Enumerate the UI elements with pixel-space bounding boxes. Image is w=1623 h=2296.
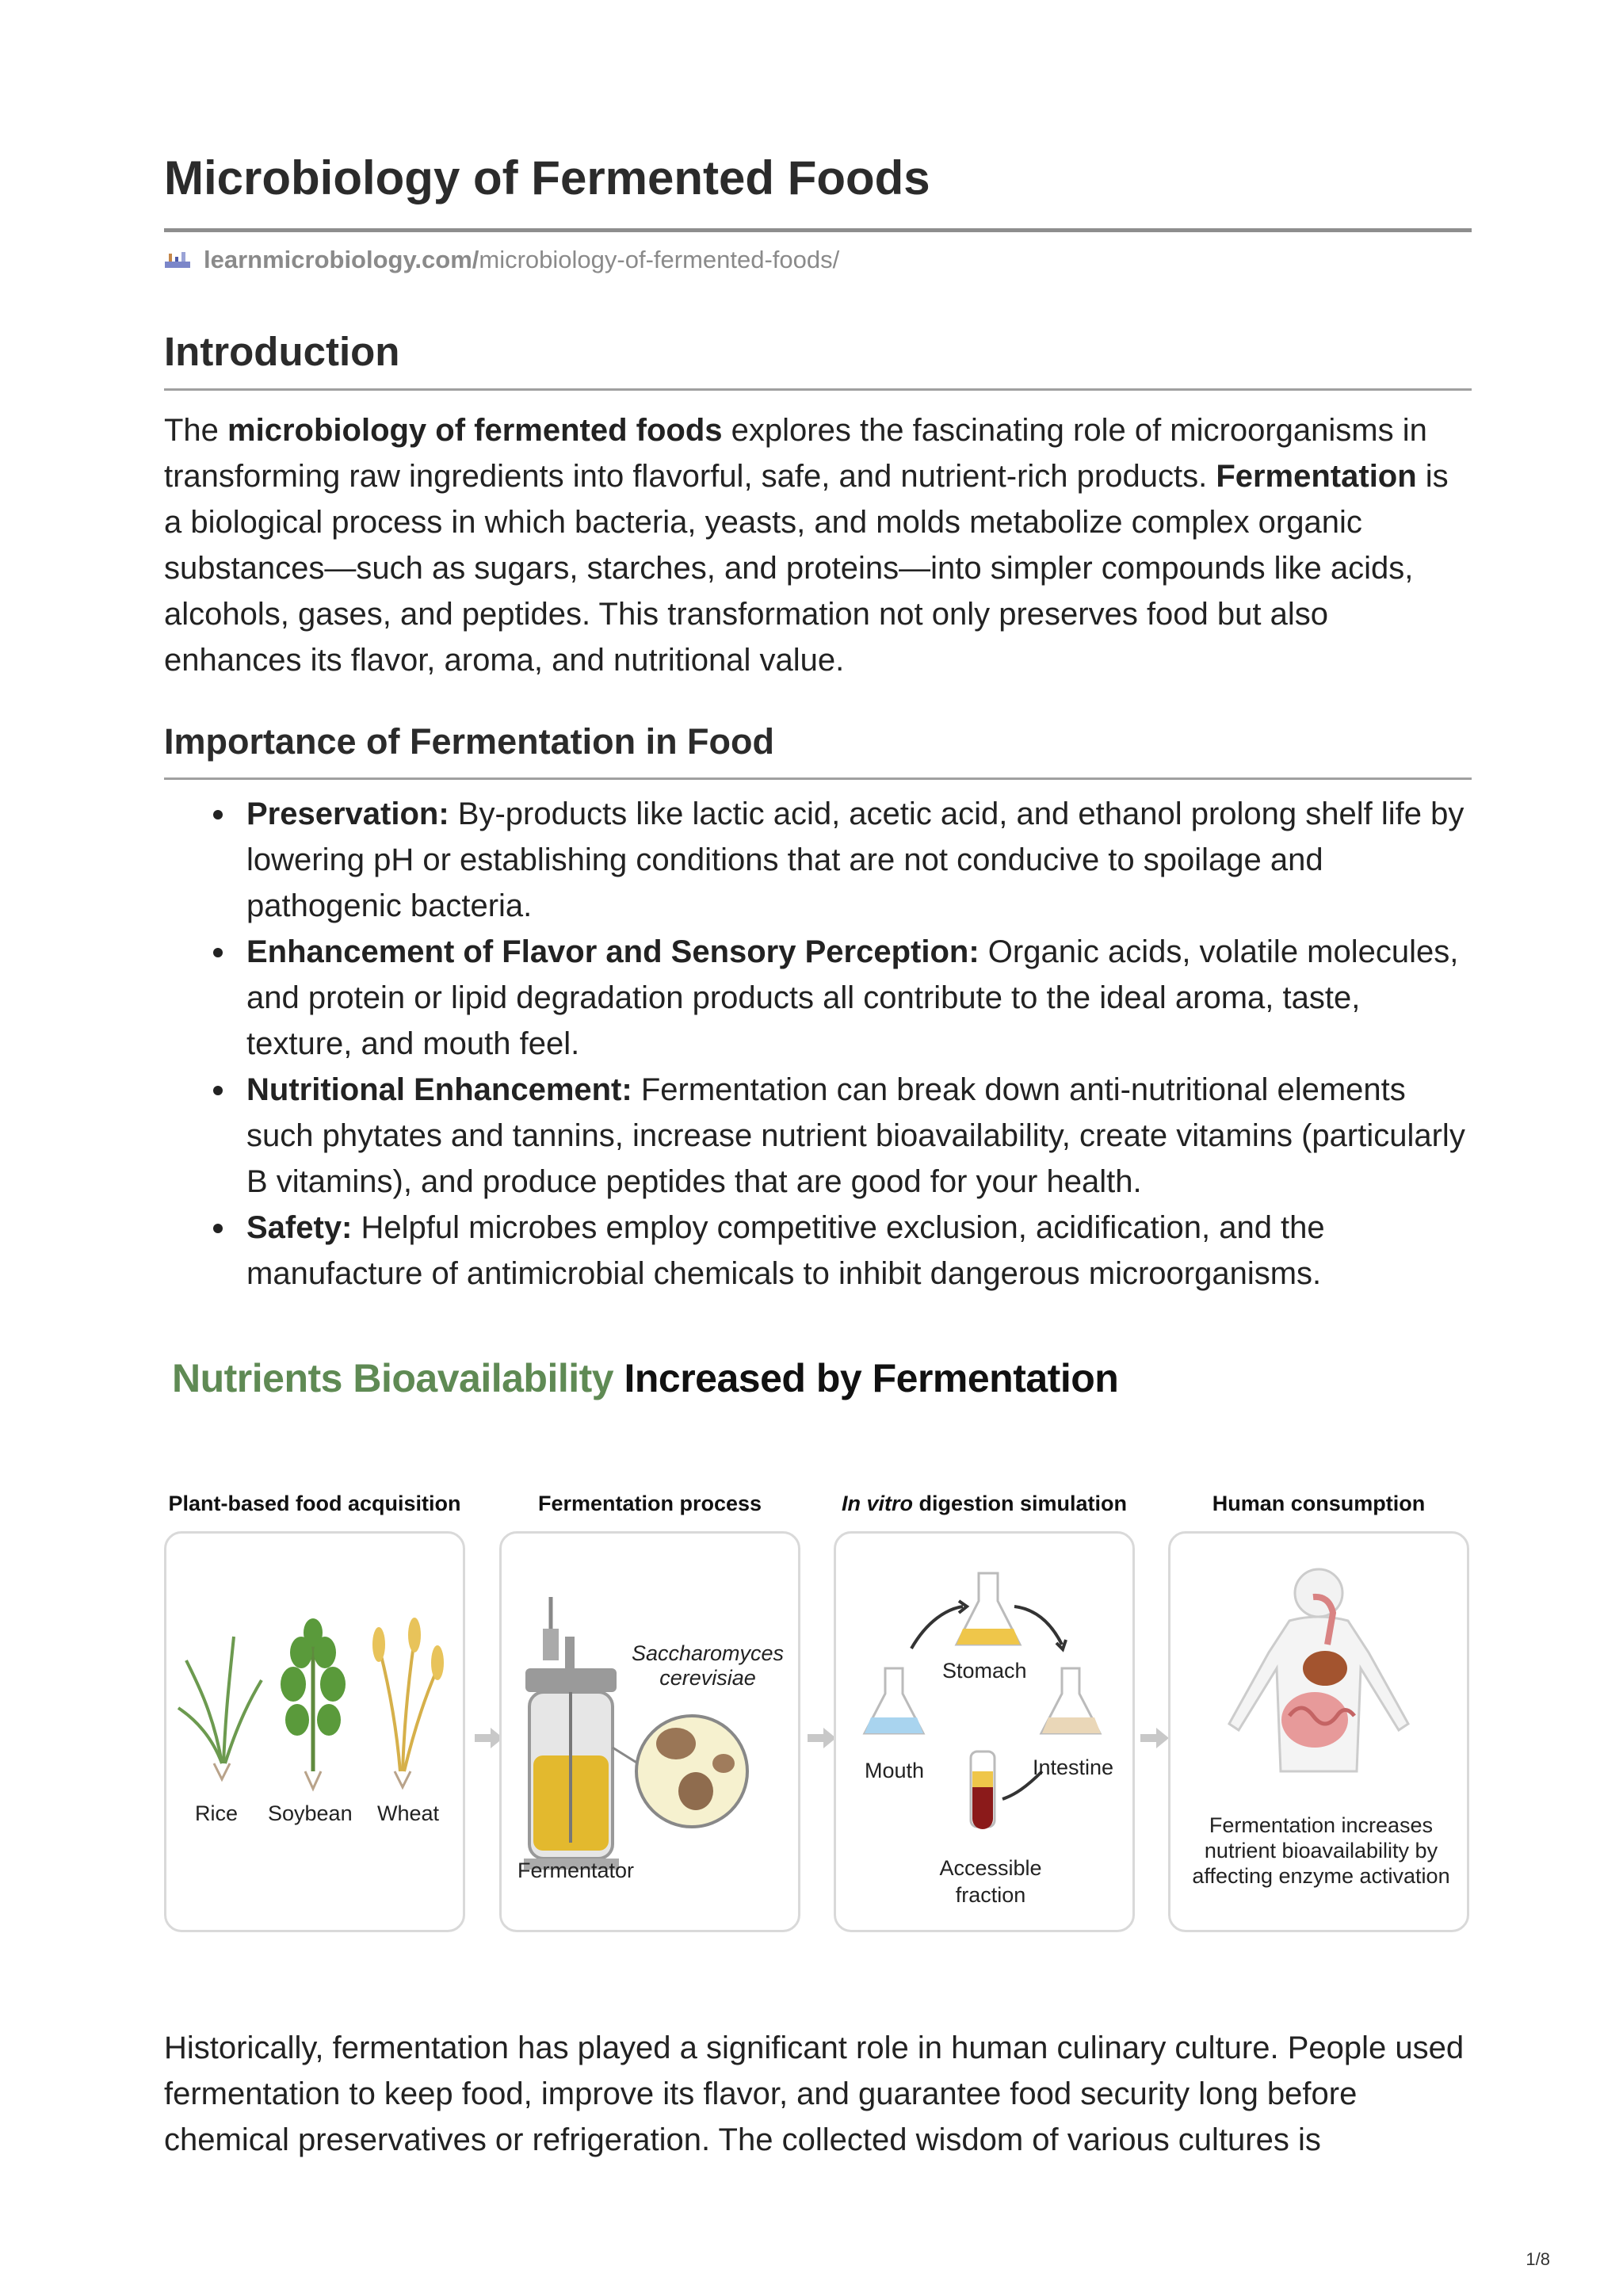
panel-fermentation [499,1531,800,1932]
panel-plant-acquisition [164,1531,465,1932]
label-soybean: Soybean [268,1801,353,1825]
list-item: Preservation: By-products like lactic acid, acetic acid, and ethanol prolong shelf life by lowering pH or establishing conditions that are not conducive to spoilage and pathogenic bacteria. [246,791,1472,929]
label-rice: Rice [195,1801,239,1825]
introduction-divider [164,388,1472,391]
page-title: Microbiology of Fermented Foods [164,151,930,204]
label-accessible-fraction: Accessible fraction [939,1856,1042,1907]
source-host: learnmicrobiology.com/ [204,246,479,273]
label-stomach: Stomach [942,1659,1027,1683]
arrow-right-icon [808,1728,836,1748]
panel-digestion [834,1531,1135,1932]
title-divider [164,228,1472,232]
arrow-right-icon [1140,1728,1169,1748]
bioavailability-figure [164,1347,1472,1950]
figure-title: Nutrients Bioavailability Increased by Fermentation [172,1356,1119,1400]
page-number: 1/8 [1526,2249,1550,2269]
panel-heading-fermentation: Fermentation process [537,1492,762,1515]
panel-heading-digestion: In vitro digestion simulation [841,1492,1128,1515]
list-item: Enhancement of Flavor and Sensory Perception: Organic acids, volatile molecules, and protein or lipid degradation products all contribute to the ideal aroma, taste, texture, and mouth feel. [246,929,1472,1067]
panel-consumption [1168,1531,1469,1932]
intro-paragraph: The microbiology of fermented foods explores the fascinating role of microorganisms in transforming raw ingredients into flavorful, safe, and nutrient-rich products. Fermentation is a biological process in which bacteria, yeasts, and molds metabolize complex organic substances—such as sugars, starches, and proteins—into simpler compounds like acids, alcohols, gases, and peptides. This transformation not only preserves food but also enhances its flavor, aroma, and nutritional value. [164,413,1449,678]
list-item: Nutritional Enhancement: Fermentation can break down anti-nutritional elements such phytates and tannins, increase nutrient bioavailability, create vitamins (particularly B vitamins), and produce peptides that are good for your health. [246,1067,1472,1205]
consumption-caption: Fermentation increases nutrient bioavailability by affecting enzyme activation [1192,1813,1450,1888]
panel-heading-consumption: Human consumption [1212,1492,1426,1515]
source-path: microbiology-of-fermented-foods/ [479,246,840,273]
label-wheat: Wheat [377,1801,440,1825]
plants-illustration-icon [166,1534,463,1930]
label-mouth: Mouth [865,1759,925,1782]
list-item: Safety: Helpful microbes employ competitive exclusion, acidification, and the manufacture of antimicrobial chemicals to inhibit dangerous microorganisms. [246,1205,1472,1297]
source-link[interactable] [164,246,839,274]
label-intestine: Intestine [1033,1755,1114,1779]
label-fermentator: Fermentator [517,1859,635,1882]
section-heading-introduction: Introduction [164,329,400,374]
importance-list [164,791,1472,1297]
site-favicon-icon [164,250,191,269]
panel-heading-plant: Plant-based food acquisition [168,1492,461,1515]
organism-label: Saccharomyces cerevisiae [631,1641,785,1690]
section-heading-importance: Importance of Fermentation in Food [164,721,775,762]
history-paragraph: Historically, fermentation has played a significant role in human culinary culture. People used fermentation to keep food, improve its flavor, and guarantee food security long before chemical preservatives or refrigeration. The collected wisdom of various cultures is [164,2030,1465,2157]
importance-divider [164,777,1472,780]
